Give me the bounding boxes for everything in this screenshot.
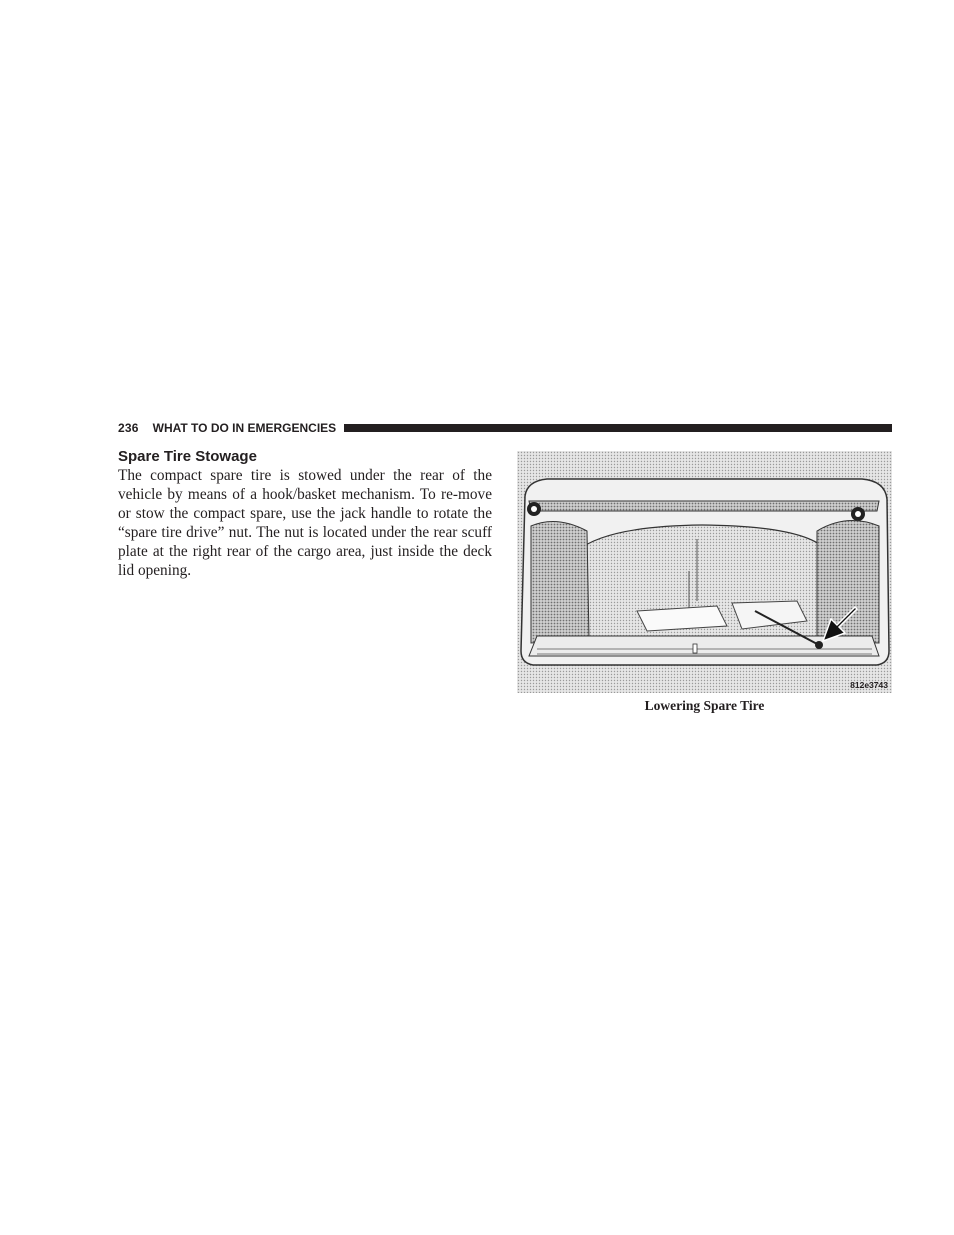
section-heading: Spare Tire Stowage bbox=[118, 448, 257, 465]
page-number: 236 bbox=[118, 421, 139, 435]
page-header bbox=[118, 419, 892, 437]
header-rule bbox=[344, 424, 892, 432]
figure-caption: Lowering Spare Tire bbox=[644, 698, 765, 713]
trunk-illustration bbox=[517, 451, 892, 693]
trunk-drawing bbox=[517, 451, 892, 693]
figure-code: 812e3743 bbox=[850, 680, 888, 690]
chapter-title: WHAT TO DO IN EMERGENCIES bbox=[152, 421, 337, 435]
body-paragraph: The compact spare tire is stowed under the rear of the vehicle by means of a hook/basket mechanism. To re-move or stow the compact spare, use the jack handle to rotate the “spare tire drive” nut. The nut is located under the rear scuff plate at the right rear of the cargo area, just inside the deck lid opening. bbox=[118, 467, 492, 579]
